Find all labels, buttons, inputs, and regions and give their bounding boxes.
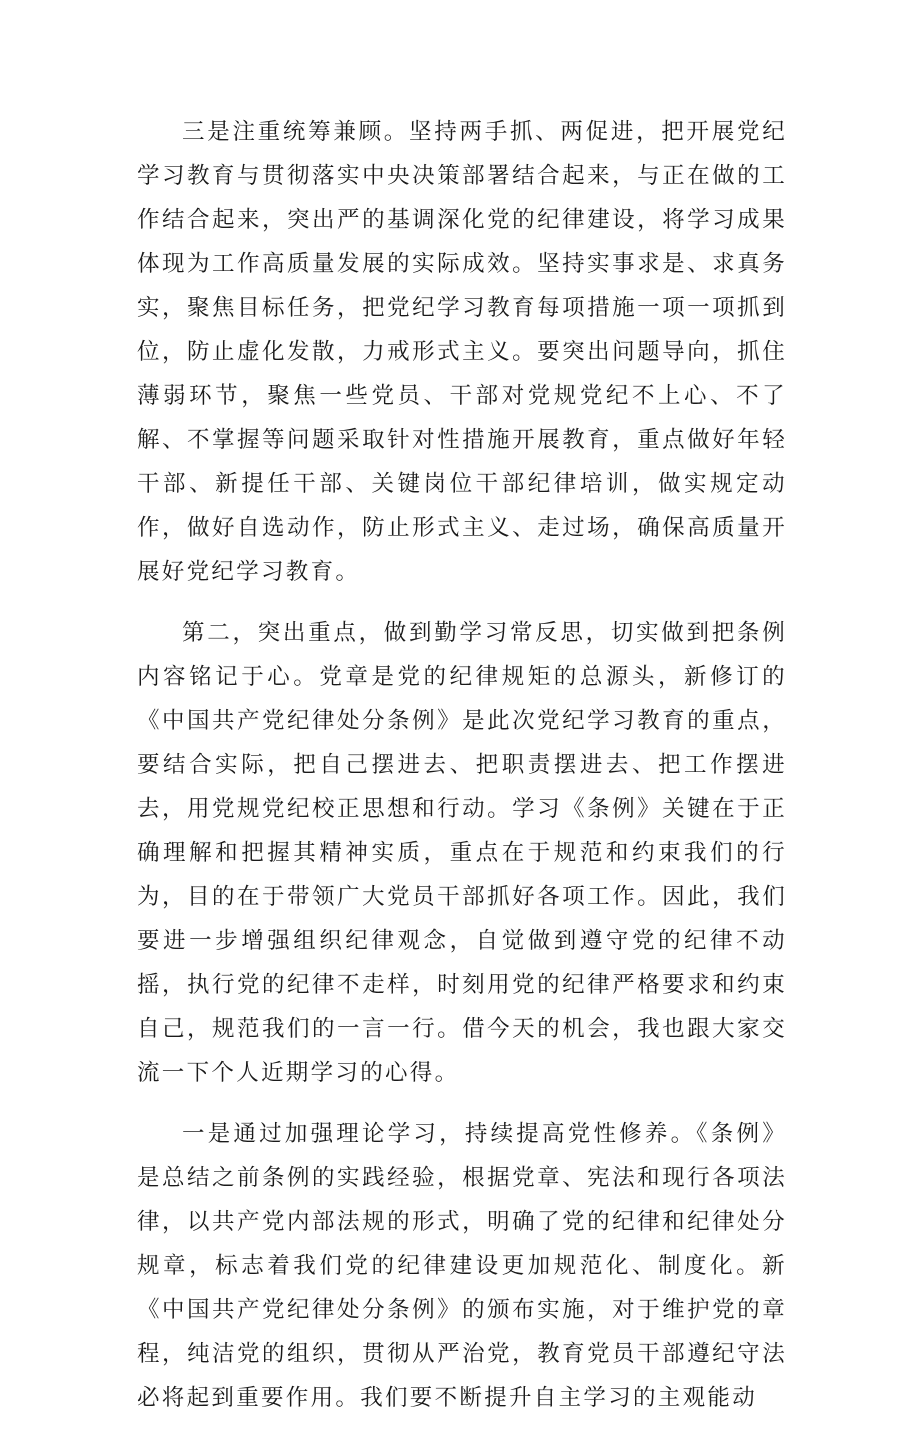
paragraph-1: 三是注重统筹兼顾。坚持两手抓、两促进，把开展党纪学习教育与贯彻落实中央决策部署结合起来，与正在做的工作结合起来，突出严的基调深化党的纪律建设，将学习成果体现为工作高质量发展的实际成效。坚持实事求是、求真务实，聚焦目标任务，把党纪学习教育每项措施一项一项抓到位，防止虚化发散，力戒形式主义。要突出问题导向，抓住薄弱环节，聚焦一些党员、干部对党规党纪不上心、不了解、不掌握等问题采取针对性措施开展教育，重点做好年轻干部、新提任干部、关键岗位干部纪律培训，做实规定动作，做好自选动作，防止形式主义、走过场，确保高质量开展好党纪学习教育。 <box>137 119 787 585</box>
document-body <box>137 110 787 1437</box>
paragraph-2: 第二，突出重点，做到勤学习常反思，切实做到把条例内容铭记于心。党章是党的纪律规矩的总源头，新修订的《中国共产党纪律处分条例》是此次党纪学习教育的重点，要结合实际，把自己摆进去、把职责摆进去、把工作摆进去，用党规党纪校正思想和行动。学习《条例》关键在于正确理解和把握其精神实质，重点在于规范和约束我们的行为，目的在于带领广大党员干部抓好各项工作。因此，我们要进一步增强组织纪律观念，自觉做到遵守党的纪律不动摇，执行党的纪律不走样，时刻用党的纪律严格要求和约束自己，规范我们的一言一行。借今天的机会，我也跟大家交流一下个人近期学习的心得。 <box>137 620 787 1086</box>
paragraph-3: 一是通过加强理论学习，持续提高党性修养。《条例》是总结之前条例的实践经验，根据党章、宪法和现行各项法律，以共产党内部法规的形式，明确了党的纪律和纪律处分规章，标志着我们党的纪律建设更加规范化、制度化。新《中国共产党纪律处分条例》的颁布实施，对于维护党的章程，纯洁党的组织，贯彻从严治党，教育党员干部遵纪守法必将起到重要作用。我们要不断提升自主学习的主观能动 <box>137 1121 787 1411</box>
